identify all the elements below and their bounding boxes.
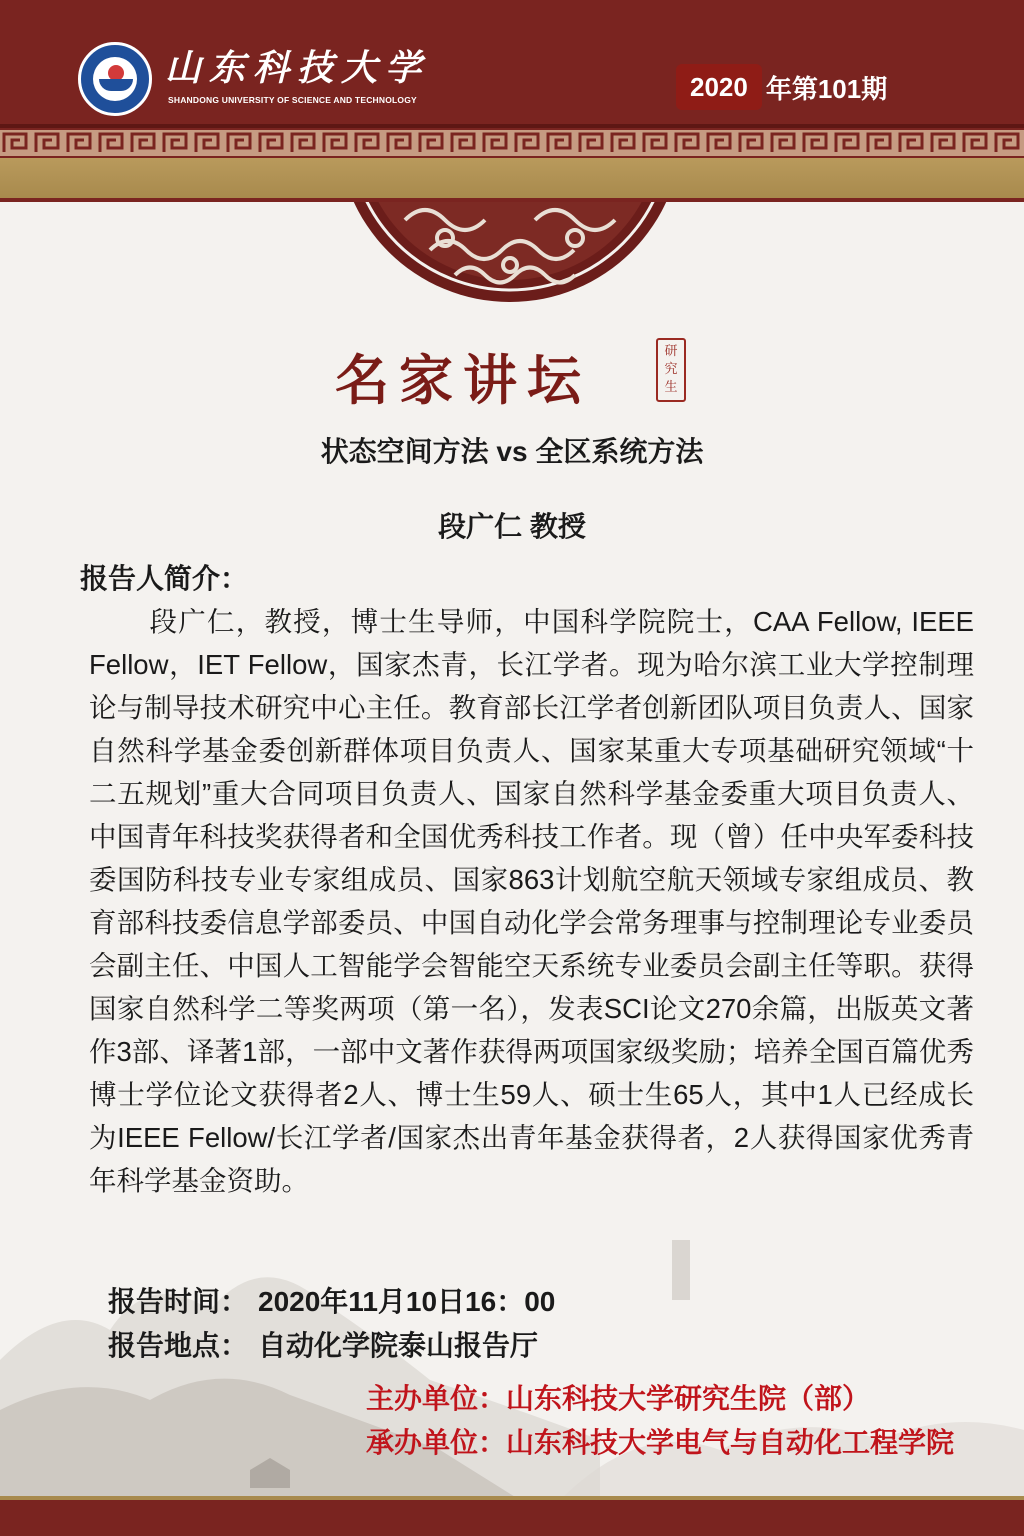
host-organizer: 主办单位：山东科技大学研究生院（部） [366, 1383, 871, 1414]
footer-band [0, 1500, 1024, 1536]
issue-number [676, 64, 887, 110]
lecture-topic: 状态空间方法 vs 全区系统方法 [320, 436, 704, 467]
place-value: 自动化学院泰山报告厅 [258, 1330, 539, 1361]
university-name-cn: 山东科技大学 [165, 47, 430, 89]
place-label: 报告地点： [108, 1330, 249, 1361]
seal-char-3: 生 [664, 380, 678, 395]
co-host-organizer: 承办单位：山东科技大学电气与自动化工程学院 [366, 1427, 955, 1458]
bio-heading: 报告人简介： [80, 563, 249, 594]
time-value: 2020年11月10日16：00 [258, 1286, 556, 1317]
forum-title: 名家讲坛 [335, 348, 591, 412]
seal-char-1: 研 [664, 344, 678, 359]
time-label: 报告时间： [108, 1286, 249, 1317]
bio-text: 段广仁，教授，博士生导师，中国科学院院士，CAA Fellow, IEEE Fellow，IET Fellow，国家杰青，长江学者。现为哈尔滨工业大学控制理论与制导技术研究中心主任。教育部长江学者创新团队项目负责人、国家自然科学基金委创新群体项目负责人、国家某重大专项基础研究领域“十二五规划”重大合同项目负责人、国家自然科学基金委重大项目负责人、中国青年科技奖获得者和全国优秀科技工作者。现（曾）任中央军委科技委国防科技专业专家组成员、国家863计划航空航天领域专家组成员、教育部科技委信息学部委员、中国自动化学会常务理事与控制理论专业委员会副主任、中国人工智能学会智能空天系统专业委员会副主任等职。获得国家自然科学二等奖两项（第一名），发表SCI论文270余篇，出版英文著作3部、译著1部，一部中文著作获得两项国家级奖励；培养全国百篇优秀博士学位论文获得者2人、博士生59人、硕士生65人，其中1人已经成长为IEEE Fellow/长江学者/国家杰出青年基金获得者，2人获得国家优秀青年科学基金资助。 [89, 606, 974, 1196]
graduate-seal [656, 338, 686, 402]
issue-year-badge [676, 64, 762, 110]
speaker-name: 段广仁 教授 [438, 511, 586, 542]
time-row [108, 1280, 555, 1320]
university-name-en: SHANDONG UNIVERSITY OF SCIENCE AND TECHNOLOGY [168, 95, 417, 105]
cloud-medallion-icon [335, 150, 685, 310]
seal-char-2: 究 [664, 362, 678, 377]
header-bar [0, 0, 1024, 128]
issue-year: 2020 [690, 71, 748, 102]
university-emblem-icon [78, 42, 152, 116]
issue-label: 年第101期 [765, 73, 888, 104]
place-row [108, 1324, 538, 1364]
